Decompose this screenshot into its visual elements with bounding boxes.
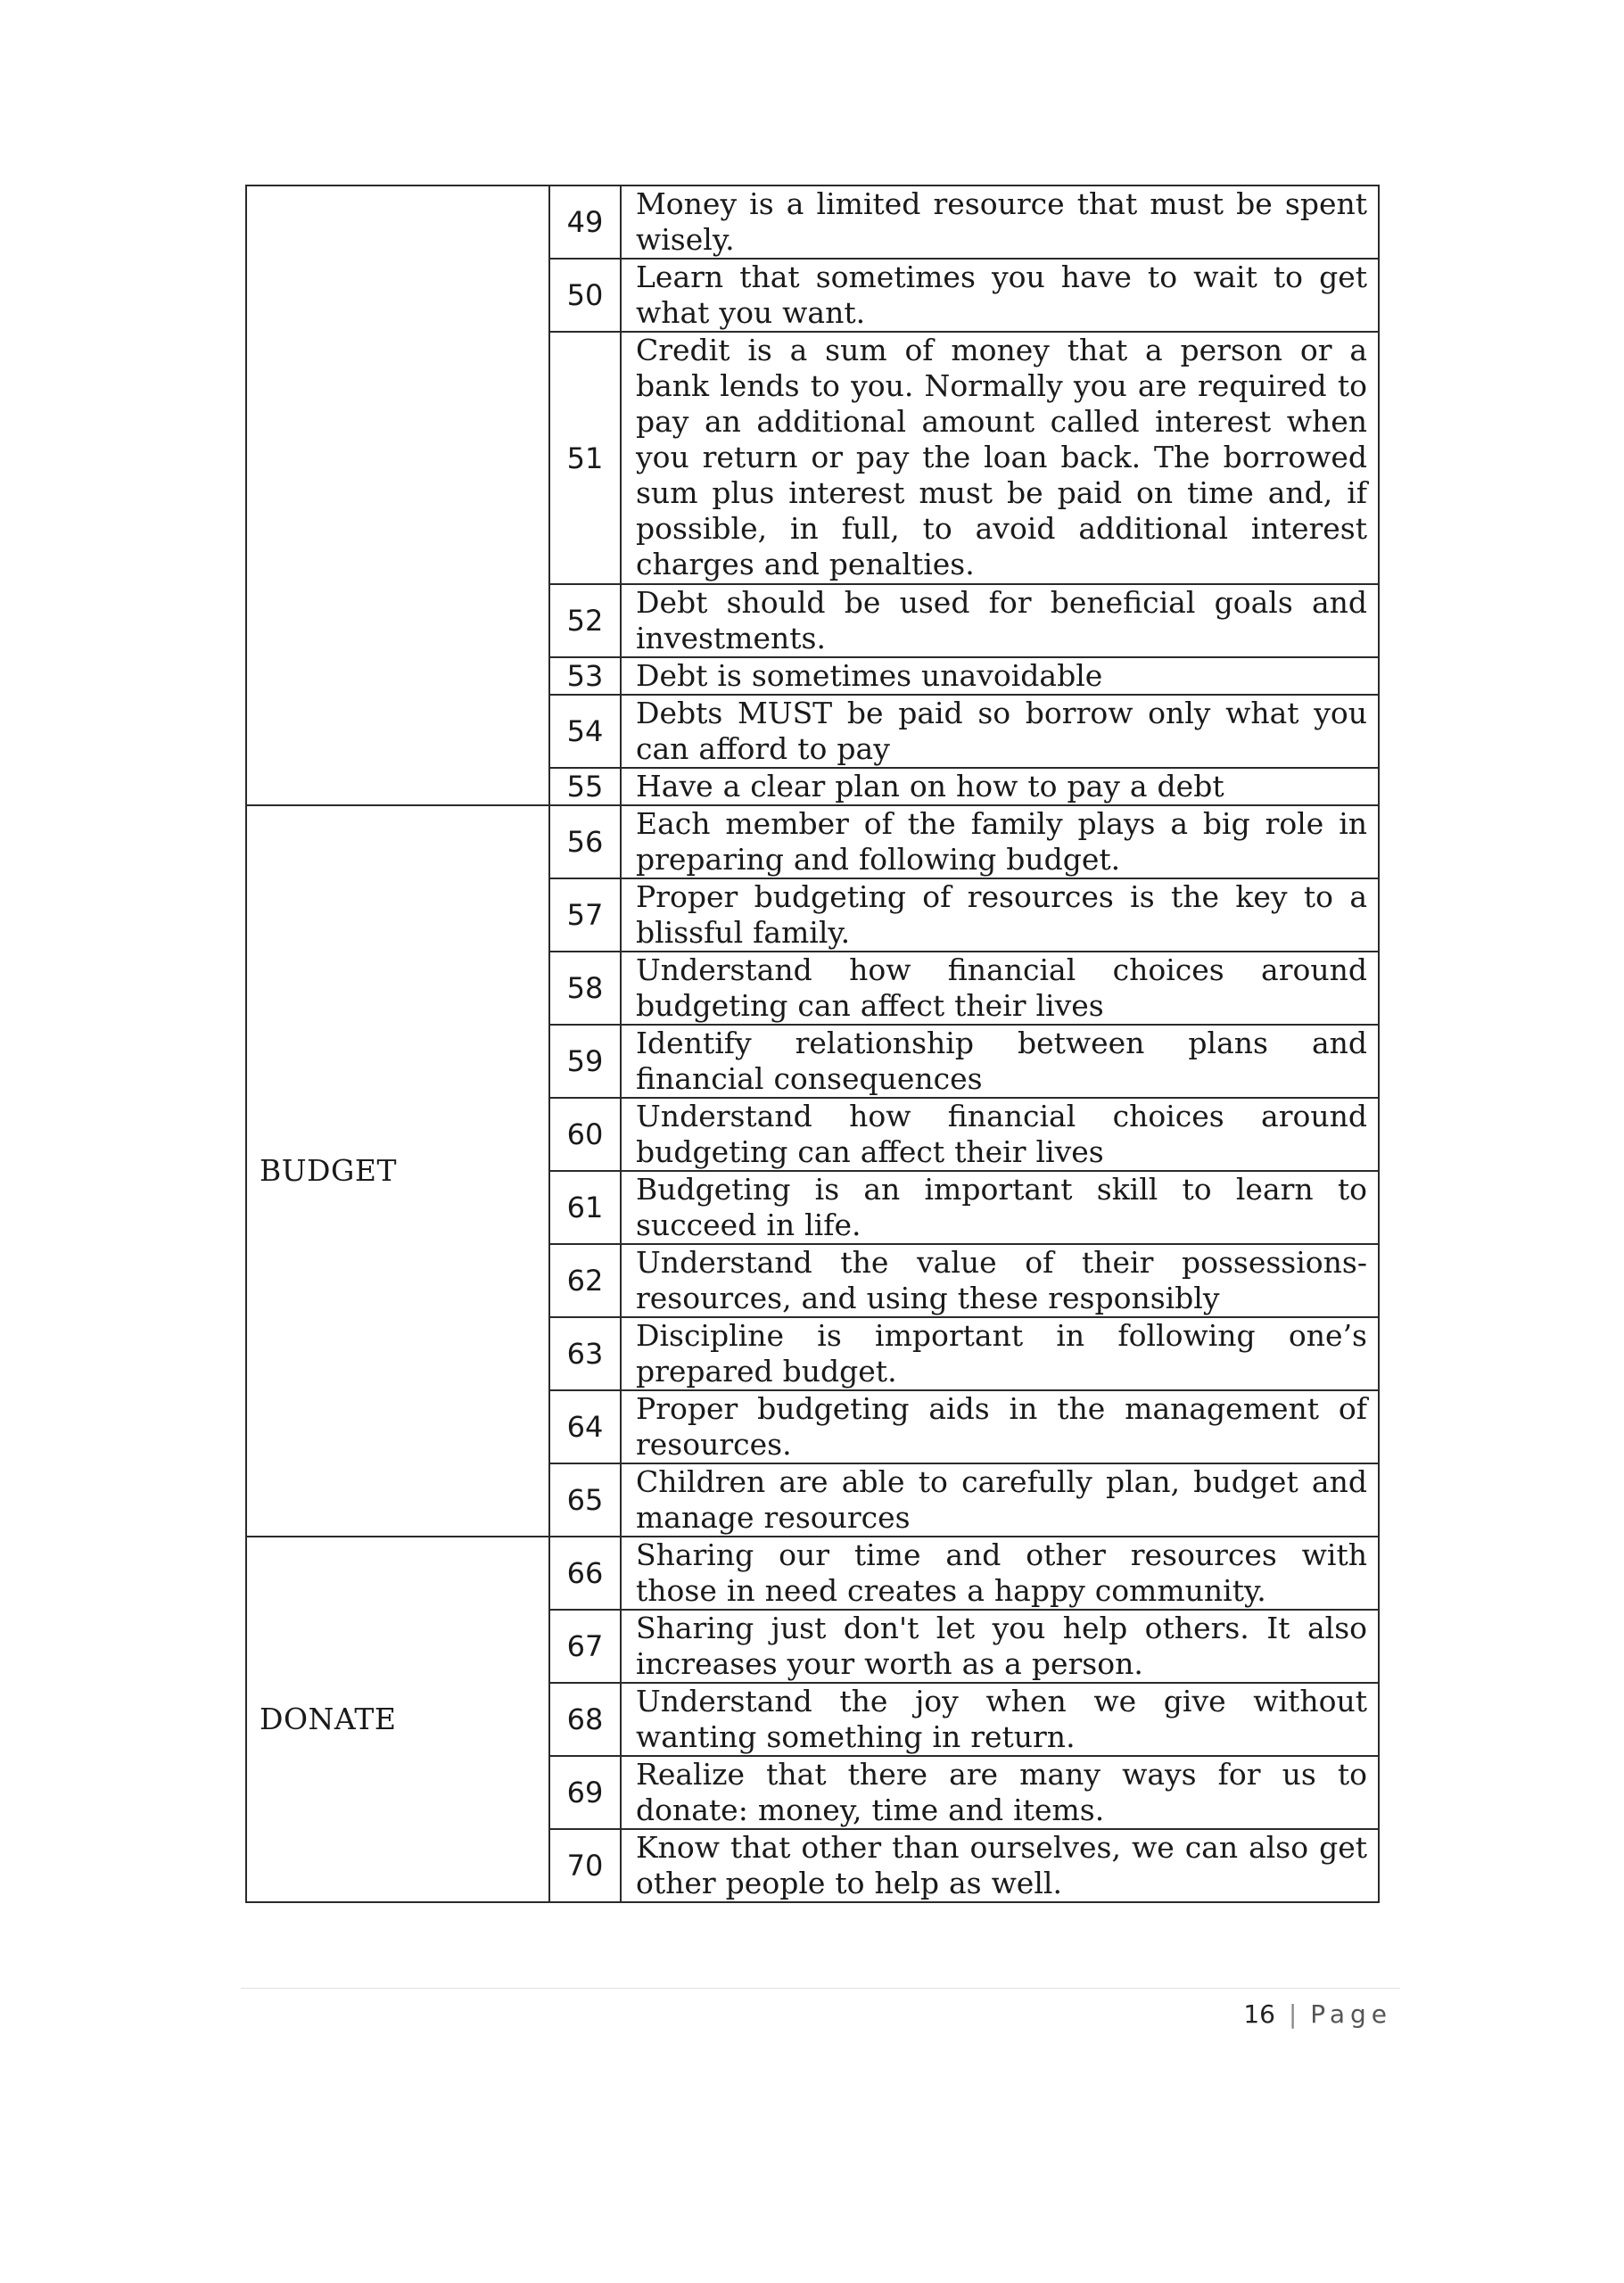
item-number: 58 xyxy=(549,952,621,1025)
item-number: 49 xyxy=(549,185,621,259)
page-separator: | xyxy=(1288,1999,1298,2029)
page-word: Page xyxy=(1310,1999,1392,2029)
item-text: Proper budgeting of resources is the key to a blissful family. xyxy=(621,878,1379,952)
item-number: 69 xyxy=(549,1756,621,1829)
item-text: Sharing just don't let you help others. It also increases your worth as a person. xyxy=(621,1610,1379,1683)
item-number: 59 xyxy=(549,1025,621,1098)
page-footer xyxy=(1243,1999,1392,2029)
table-row xyxy=(246,1537,1379,1610)
item-number: 68 xyxy=(549,1683,621,1756)
item-text: Discipline is important in following one’s prepared budget. xyxy=(621,1317,1379,1390)
item-number: 50 xyxy=(549,259,621,332)
item-number: 64 xyxy=(549,1390,621,1463)
item-number: 61 xyxy=(549,1171,621,1244)
item-text: Debt is sometimes unavoidable xyxy=(621,657,1379,695)
item-text: Proper budgeting aids in the management of resources. xyxy=(621,1390,1379,1463)
item-number: 65 xyxy=(549,1463,621,1537)
item-text: Understand the joy when we give without wanting something in return. xyxy=(621,1683,1379,1756)
item-number: 62 xyxy=(549,1244,621,1317)
item-number: 57 xyxy=(549,878,621,952)
item-number: 56 xyxy=(549,805,621,878)
item-text: Realize that there are many ways for us to donate: money, time and items. xyxy=(621,1756,1379,1829)
category-cell xyxy=(246,185,549,805)
item-text: Each member of the family plays a big role in preparing and following budget. xyxy=(621,805,1379,878)
item-number: 51 xyxy=(549,332,621,584)
category-cell: BUDGET xyxy=(246,805,549,1537)
category-cell: DONATE xyxy=(246,1537,549,1902)
item-text: Credit is a sum of money that a person or a bank lends to you. Normally you are required to pay an additional amount called interest when you return or pay the loan back. The borrowed sum plus interest must be paid on time and, if possible, in full, to avoid additional interest charges and penalties. xyxy=(621,332,1379,584)
item-text: Children are able to carefully plan, budget and manage resources xyxy=(621,1463,1379,1537)
item-text: Debt should be used for beneficial goals and investments. xyxy=(621,584,1379,657)
table-row xyxy=(246,805,1379,878)
item-text: Identify relationship between plans and financial consequences xyxy=(621,1025,1379,1098)
item-text: Understand the value of their possessions-resources, and using these responsibly xyxy=(621,1244,1379,1317)
item-text: Budgeting is an important skill to learn to succeed in life. xyxy=(621,1171,1379,1244)
item-number: 67 xyxy=(549,1610,621,1683)
table-row xyxy=(246,185,1379,259)
item-number: 52 xyxy=(549,584,621,657)
item-number: 60 xyxy=(549,1098,621,1171)
item-text: Money is a limited resource that must be spent wisely. xyxy=(621,185,1379,259)
item-text: Know that other than ourselves, we can also get other people to help as well. xyxy=(621,1829,1379,1902)
item-number: 55 xyxy=(549,768,621,805)
item-text: Debts MUST be paid so borrow only what you can afford to pay xyxy=(621,695,1379,768)
table-body xyxy=(246,185,1379,1902)
item-number: 63 xyxy=(549,1317,621,1390)
page-number: 16 xyxy=(1243,1999,1275,2029)
item-text: Understand how financial choices around budgeting can affect their lives xyxy=(621,1098,1379,1171)
item-text: Sharing our time and other resources with those in need creates a happy community. xyxy=(621,1537,1379,1610)
item-number: 66 xyxy=(549,1537,621,1610)
item-number: 70 xyxy=(549,1829,621,1902)
item-text: Have a clear plan on how to pay a debt xyxy=(621,768,1379,805)
footer-divider xyxy=(241,1988,1400,1989)
item-text: Learn that sometimes you have to wait to get what you want. xyxy=(621,259,1379,332)
item-number: 54 xyxy=(549,695,621,768)
item-number: 53 xyxy=(549,657,621,695)
competency-table xyxy=(245,185,1380,1903)
item-text: Understand how financial choices around budgeting can affect their lives xyxy=(621,952,1379,1025)
